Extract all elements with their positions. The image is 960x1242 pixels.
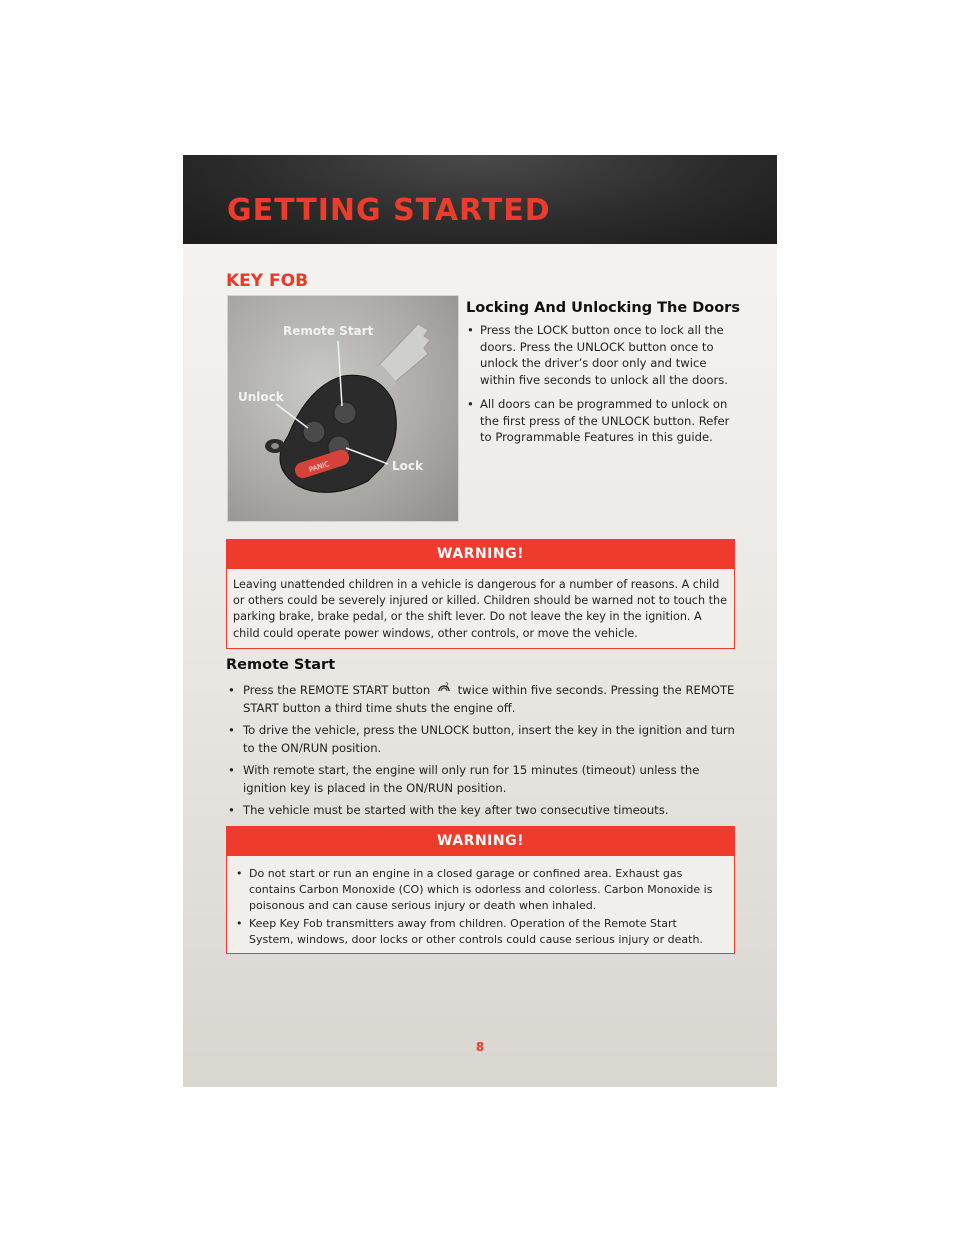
page-number: 8 bbox=[475, 1040, 485, 1054]
header-title: GETTING STARTED bbox=[227, 193, 551, 228]
page-header bbox=[183, 155, 777, 244]
warning-item: • Do not start or run an engine in a closed garage or confined area. Exhaust gas contains Carbon Monoxide (CO) which is odorless and colorless. Carbon Monoxide is poisonous and can cause serious injury or death when inhaled. bbox=[235, 866, 724, 914]
warning-title: WARNING! bbox=[227, 827, 734, 856]
bullet-text-end: twice within five seconds. Pressing the REMOTE START button a third time shuts the engine off. bbox=[243, 683, 735, 715]
remote-start-bullet: • With remote start, the engine will only run for 15 minutes (timeout) unless the ignition key is placed in the ON/RUN position. bbox=[226, 761, 736, 797]
locking-bullet: • Press the LOCK button once to lock all the doors. Press the UNLOCK button once to unlock the driver’s door only and twice within five seconds to unlock all the doors. bbox=[466, 322, 736, 388]
remote-start-label: Remote Start bbox=[283, 324, 374, 338]
locking-bullet: • All doors can be programmed to unlock on the first press of the UNLOCK button. Refer to Programmable Features in this guide. bbox=[466, 396, 736, 446]
remote-start-icon bbox=[436, 681, 452, 695]
remote-start-bullet: • To drive the vehicle, press the UNLOCK button, insert the key in the ignition and turn to the ON/RUN position. bbox=[226, 721, 736, 757]
remote-start-bullet: • The vehicle must be started with the key after two consecutive timeouts. bbox=[226, 801, 736, 819]
warning-box-remote-start bbox=[226, 826, 735, 954]
warning-text: Leaving unattended children in a vehicle is dangerous for a number of reasons. A child or others could be severely injured or killed. Children should be warned not to touch the parking brake, brake pedal, or the shift lever. Do not leave the key in the ignition. A child could operate power windows, other controls, or move the vehicle. bbox=[233, 578, 727, 640]
unlock-label: Unlock bbox=[238, 390, 284, 404]
svg-text:2: 2 bbox=[444, 682, 449, 689]
key-fob-image bbox=[227, 295, 459, 522]
locking-bullets bbox=[466, 322, 736, 454]
warning-list bbox=[227, 856, 734, 960]
section-title: KEY FOB bbox=[226, 271, 309, 291]
remote-start-bullet bbox=[226, 681, 736, 717]
locking-heading: Locking And Unlocking The Doors bbox=[466, 300, 740, 316]
warning-title: WARNING! bbox=[227, 540, 734, 569]
bullet-text-start: Press the REMOTE START button bbox=[243, 683, 431, 697]
warning-box-children bbox=[226, 539, 735, 649]
lock-label: Lock bbox=[392, 459, 423, 473]
remote-start-heading: Remote Start bbox=[226, 657, 336, 673]
panic-label: PANIC bbox=[308, 460, 331, 475]
manual-page bbox=[183, 155, 777, 1087]
warning-item: • Keep Key Fob transmitters away from children. Operation of the Remote Start System, windows, door locks or other controls could cause serious injury or death. bbox=[235, 916, 724, 948]
remote-start-bullets bbox=[226, 681, 736, 823]
